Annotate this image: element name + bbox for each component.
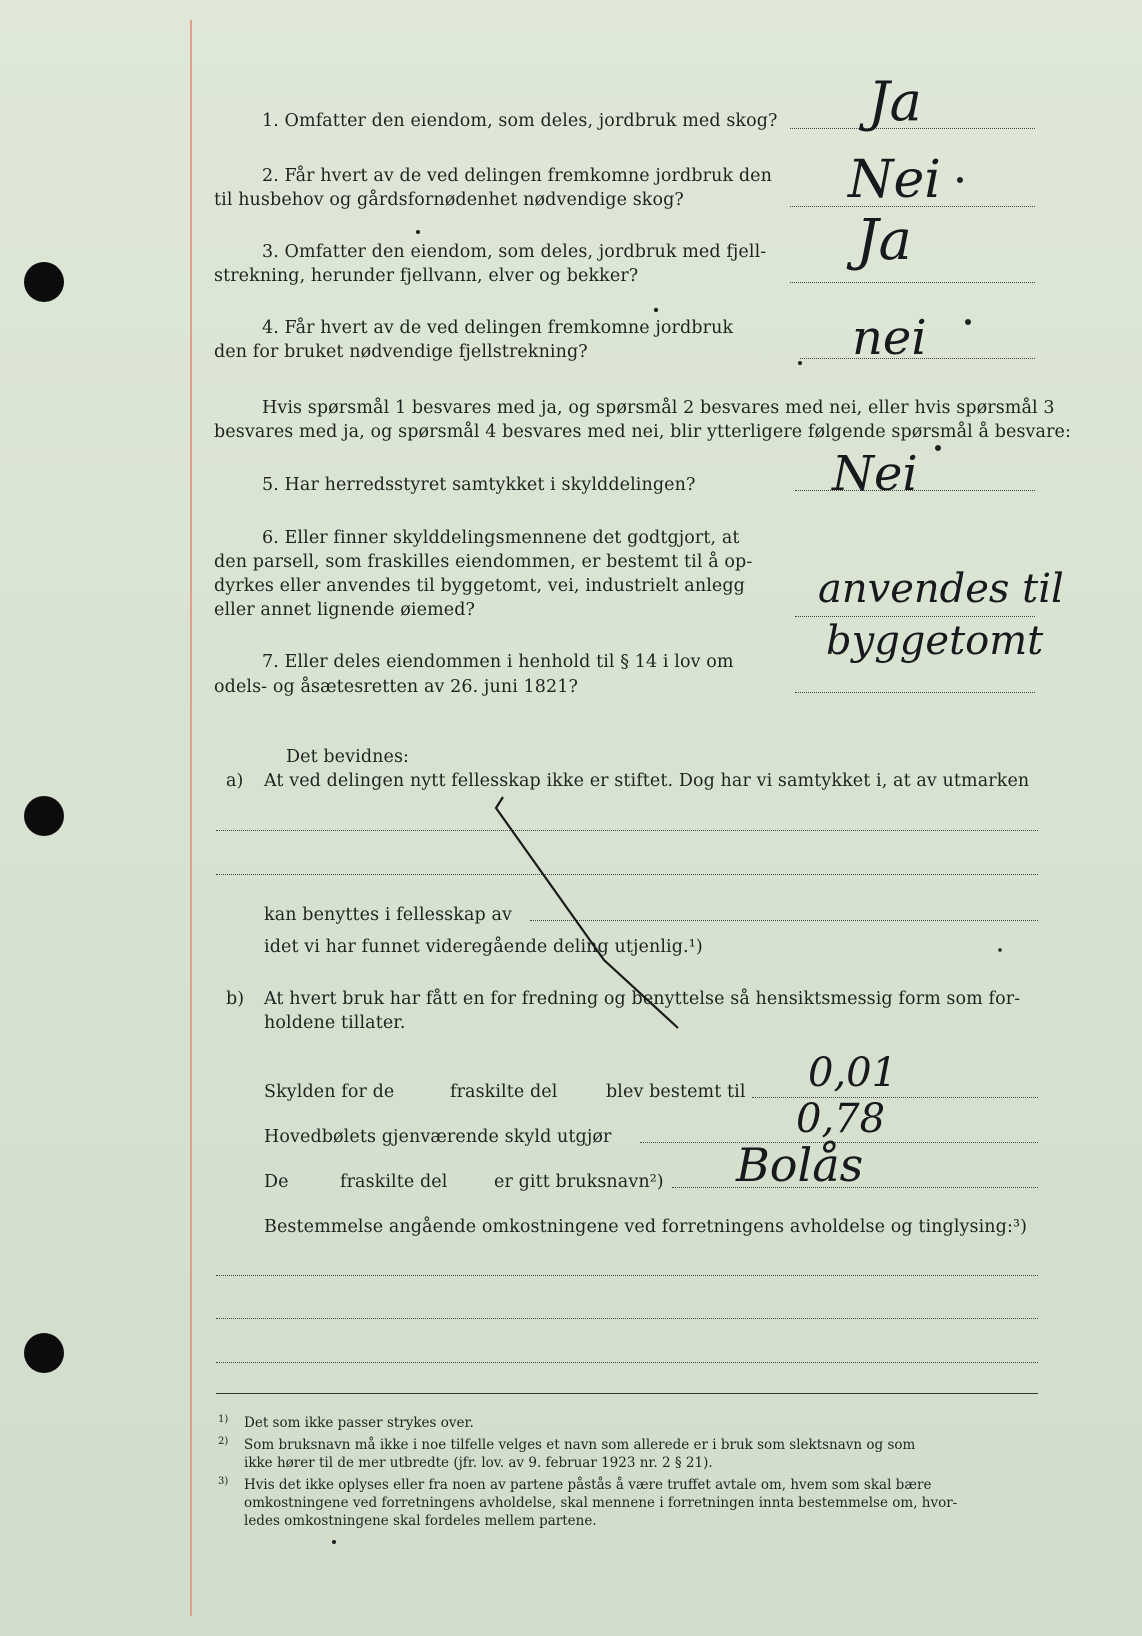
skyld-label-1: Skylden for de [264, 1082, 395, 1102]
conditional-line-1: Hvis spørsmål 1 besvares med ja, og spørsmål 2 besvares med nei, eller hvis spørsmål 3 [262, 398, 1055, 418]
section-b-line-1: At hvert bruk har fått en for fredning og benyttelse så hensiktsmessig form som for- [264, 989, 1021, 1009]
question-1-text: 1. Omfatter den eiendom, som deles, jordbruk med skog? [262, 111, 778, 131]
bruksnavn-handwriting: Bolås [736, 1138, 864, 1192]
section-a-marker: a) [226, 771, 244, 791]
deling-text: idet vi har funnet videregående deling utjenlig.¹) [264, 937, 703, 957]
bruksnavn-label-fraskilte: fraskilte del [340, 1172, 448, 1192]
answer-3-handwriting: Ja [856, 208, 912, 273]
footnote-2-mark: 2) [218, 1436, 229, 1447]
question-7-line-1: 7. Eller deles eiendommen i henhold til § 14 i lov om [262, 652, 734, 672]
answer-6-handwriting-1: anvendes til [818, 566, 1064, 612]
question-3-line-1: 3. Omfatter den eiendom, som deles, jordbruk med fjell- [262, 242, 767, 262]
skyld-value-handwriting: 0,01 [808, 1050, 898, 1096]
question-6-line-3: dyrkes eller anvendes til byggetomt, vei, industrielt anlegg [214, 576, 745, 596]
skyld-label-3: blev bestemt til [606, 1082, 746, 1102]
hovedbol-value-handwriting: 0,78 [796, 1096, 886, 1142]
answer-6-handwriting-2: byggetomt [826, 618, 1044, 664]
bruksnavn-label-de: De [264, 1172, 289, 1192]
question-3-line-2: strekning, herunder fjellvann, elver og bekker? [214, 266, 639, 286]
bruksnavn-label-gitt: er gitt bruksnavn²) [494, 1172, 664, 1192]
section-b-marker: b) [226, 989, 245, 1009]
question-5-text: 5. Har herredsstyret samtykket i skylddelingen? [262, 475, 696, 495]
question-4-line-1: 4. Får hvert av de ved delingen fremkomne jordbruk [262, 318, 734, 338]
question-6-line-2: den parsell, som fraskilles eiendommen, er bestemt til å op- [214, 552, 753, 572]
fellesskap-text: kan benyttes i fellesskap av [264, 905, 512, 925]
question-6-line-4: eller annet lignende øiemed? [214, 600, 476, 620]
question-2-line-1: 2. Får hvert av de ved delingen fremkomne jordbruk den [262, 166, 772, 186]
section-a-text: At ved delingen nytt fellesskap ikke er stiftet. Dog har vi samtykket i, at av utmarken [264, 771, 1030, 791]
answer-2-handwriting: Nei [848, 150, 941, 210]
footnote-1-line-1: Det som ikke passer strykes over. [244, 1415, 474, 1431]
skyld-label-2: fraskilte del [450, 1082, 558, 1102]
footnote-3-mark: 3) [218, 1476, 229, 1487]
section-b-line-2: holdene tillater. [264, 1013, 406, 1033]
answer-1-handwriting: Ja [868, 70, 922, 133]
question-4-line-2: den for bruket nødvendige fjellstrekning? [214, 342, 588, 362]
bestemmelse-text: Bestemmelse angående omkostningene ved forretningens avholdelse og tinglysing:³) [264, 1217, 1027, 1237]
footnote-2-line-1: Som bruksnavn må ikke i noe tilfelle velges et navn som allerede er i bruk som slektsnavn og som [244, 1437, 916, 1453]
footnote-3-line-2: omkostningene ved forretningens avholdelse, skal mennene i forretningen innta bestemmelse om, hvor- [244, 1495, 958, 1511]
footnote-3-line-3: ledes omkostningene skal fordeles mellem partene. [244, 1513, 597, 1529]
conditional-line-2: besvares med ja, og spørsmål 4 besvares med nei, blir ytterligere følgende spørsmål å besvare: [214, 422, 1071, 442]
answer-4-handwriting: nei [852, 310, 927, 366]
bevidnes-title: Det bevidnes: [286, 747, 410, 767]
footnote-3-line-1: Hvis det ikke oplyses eller fra noen av partene påstås å være truffet avtale om, hvem som skal bære [244, 1477, 932, 1493]
question-2-line-2: til husbehov og gårdsfornødenhet nødvendige skog? [214, 190, 684, 210]
footnote-2-line-2: ikke hører til de mer utbredte (jfr. lov. av 9. februar 1923 nr. 2 § 21). [244, 1455, 713, 1471]
footnote-1-mark: 1) [218, 1414, 229, 1425]
hovedbol-label: Hovedbølets gjenværende skyld utgjør [264, 1127, 612, 1147]
question-7-line-2: odels- og åsætesretten av 26. juni 1821? [214, 677, 578, 697]
answer-5-handwriting: Nei [832, 446, 918, 502]
question-6-line-1: 6. Eller finner skylddelingsmennene det godtgjort, at [262, 528, 740, 548]
